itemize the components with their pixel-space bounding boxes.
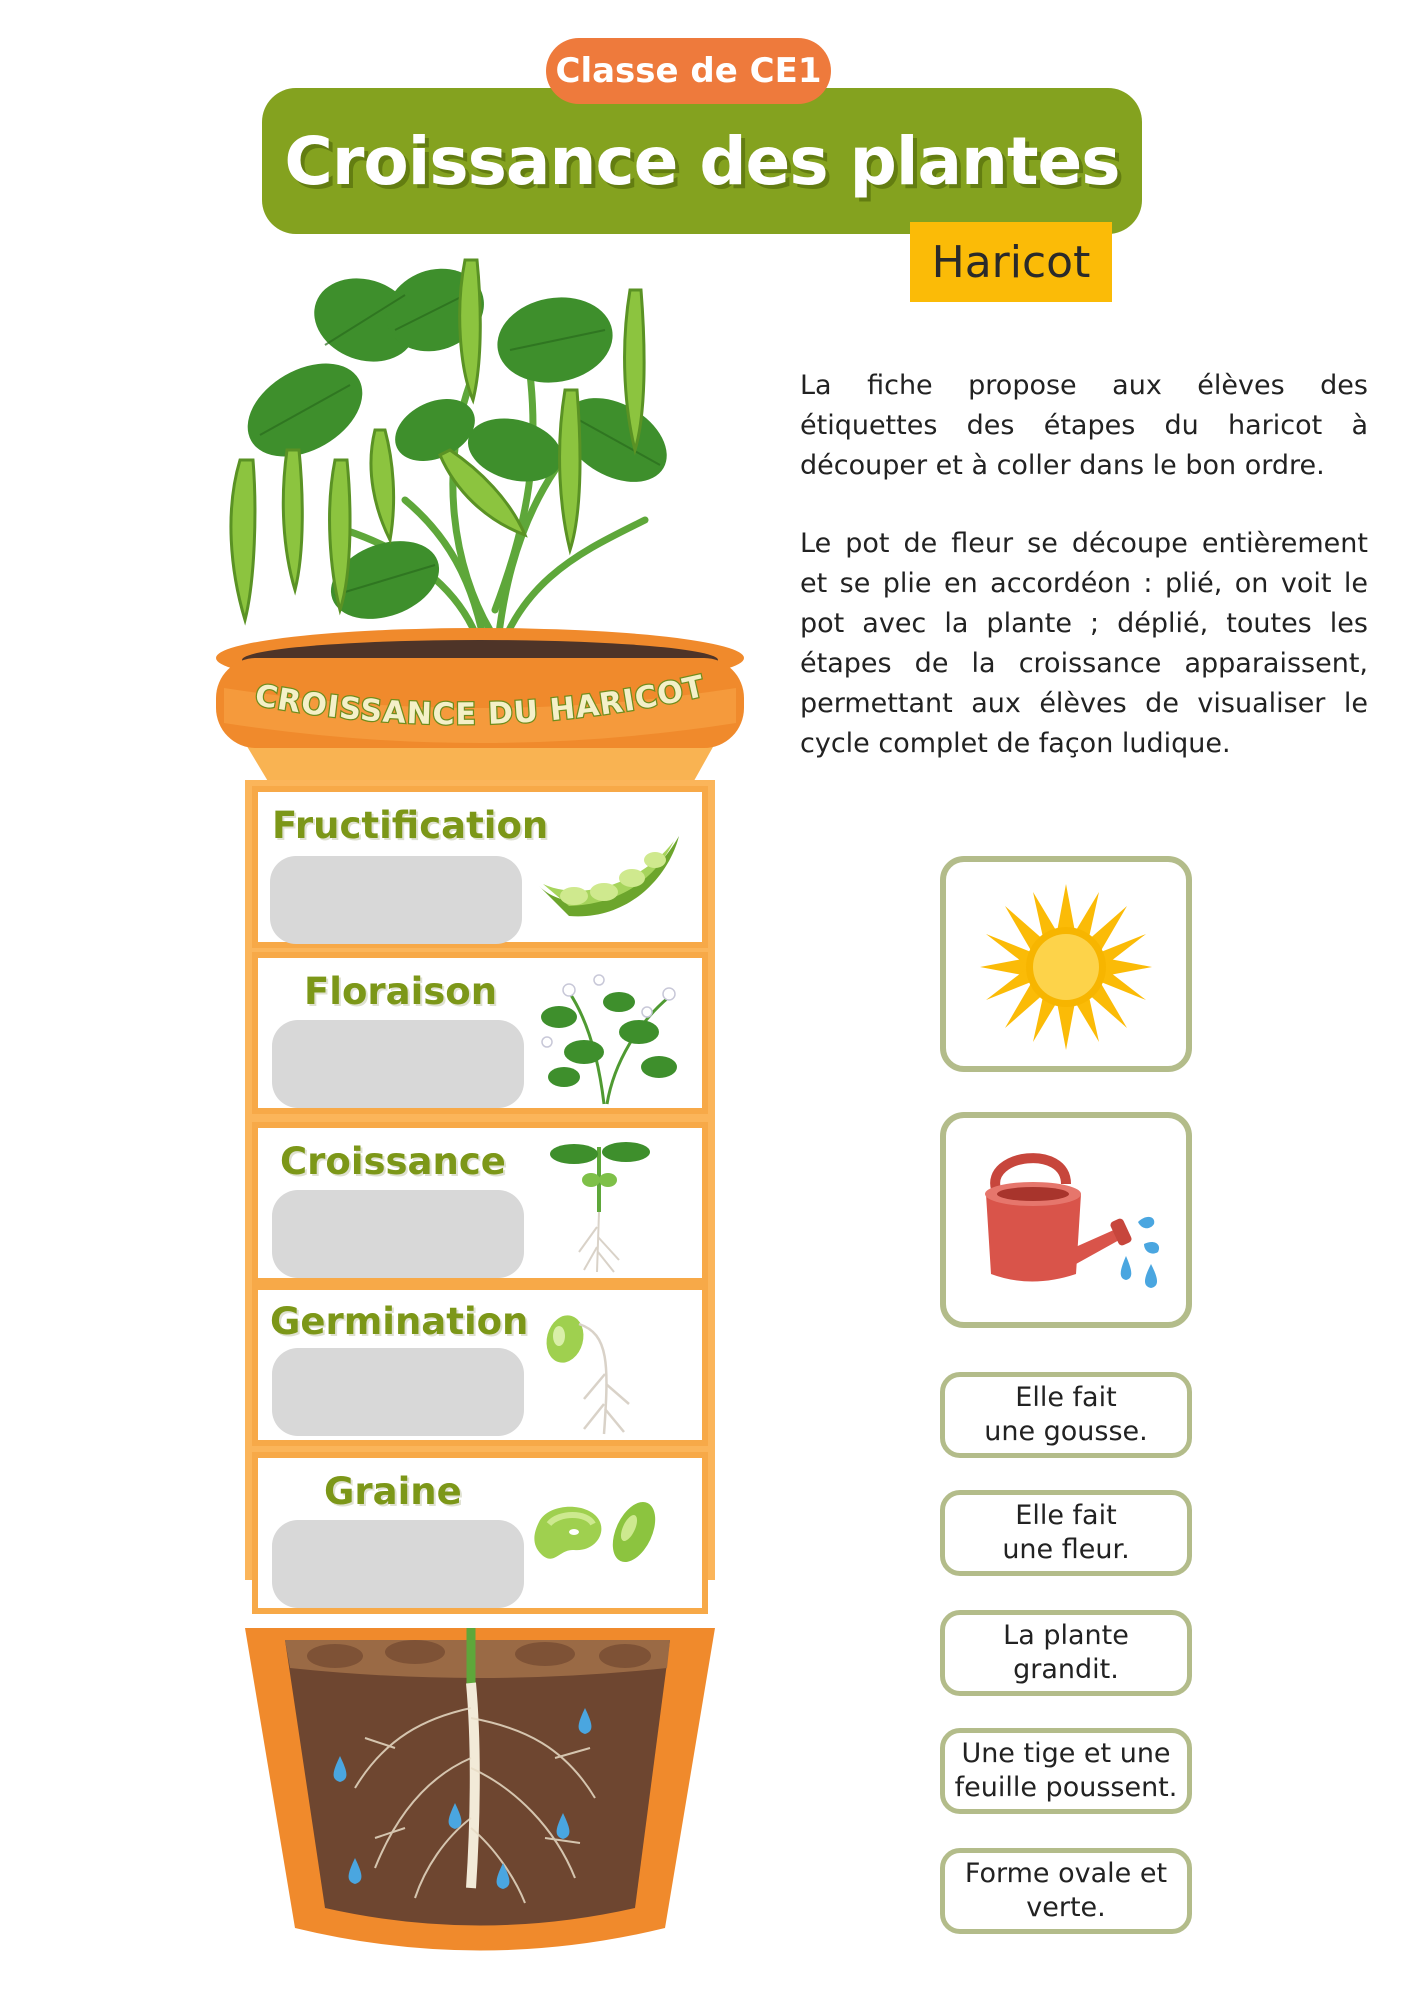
title-banner [262, 88, 1142, 234]
label-line-1: Elle fait [1015, 1382, 1117, 1413]
stage-title: Floraison [304, 970, 498, 1013]
stage-title: Germination [270, 1300, 529, 1343]
plant-tag: Haricot [910, 222, 1112, 302]
stage-card-fructification [252, 786, 708, 948]
seedling-icon [529, 1142, 694, 1277]
label-card-tige-feuille[interactable] [940, 1728, 1192, 1814]
class-badge: Classe de CE1 [546, 38, 831, 104]
bean-plant-illustration [225, 250, 685, 680]
germinating-seed-icon [529, 1304, 694, 1439]
label-card-fleur[interactable] [940, 1490, 1192, 1576]
pot-rim-label-svg [212, 628, 748, 796]
label-card-grandit[interactable] [940, 1610, 1192, 1696]
watering-can-icon [966, 1144, 1171, 1314]
stage-card-croissance [252, 1122, 708, 1284]
flowering-plant-icon [529, 972, 694, 1107]
label-line-1: Forme ovale et [964, 1858, 1168, 1889]
label-line-2: verte. [1026, 1892, 1106, 1923]
label-line-2: une fleur. [1002, 1534, 1130, 1565]
stage-card-germination [252, 1284, 708, 1446]
answer-box[interactable] [270, 856, 522, 944]
label-line-1: Une tige et une [961, 1738, 1171, 1769]
label-line-2: grandit. [1013, 1654, 1119, 1685]
sun-icon [978, 882, 1154, 1052]
stage-title: Fructification [272, 804, 549, 847]
bean-pod-icon [529, 806, 694, 941]
label-line-1: Elle fait [1015, 1500, 1117, 1531]
pot-rim-label: CROISSANCE DU HARICOT [252, 668, 709, 733]
label-card-gousse[interactable] [940, 1372, 1192, 1458]
label-card-ovale-verte[interactable] [940, 1848, 1192, 1934]
label-line-2: une gousse. [984, 1416, 1148, 1447]
stage-title: Croissance [280, 1140, 506, 1183]
bean-seeds-icon [529, 1472, 694, 1607]
description-paragraph-2: Le pot de fleur se découpe entièrement et se plie en accordéon : plié, on voit le pot avec la plante ; déplié, toutes les étapes de la croissance apparaissent, permettant aux élèves de visualiser le cycle complet de façon ludique. [800, 528, 1368, 759]
pot-bottom-soil [245, 1628, 715, 1958]
svg-text:CROISSANCE DU HARICOT [252, 669, 708, 732]
sun-card[interactable] [940, 856, 1192, 1072]
page-title: Croissance des plantes [284, 122, 1120, 200]
stage-card-floraison [252, 952, 708, 1114]
watering-card[interactable] [940, 1112, 1192, 1328]
answer-box[interactable] [272, 1020, 524, 1108]
description-paragraph-1: La fiche propose aux élèves des étiquettes des étapes du haricot à découper et à coller dans le bon ordre. [800, 370, 1368, 481]
answer-box[interactable] [272, 1190, 524, 1278]
label-line-2: feuille poussent. [954, 1772, 1178, 1803]
answer-box[interactable] [272, 1348, 524, 1436]
answer-box[interactable] [272, 1520, 524, 1608]
stage-card-graine [252, 1452, 708, 1614]
label-line-1: La plante [1003, 1620, 1129, 1651]
stage-title: Graine [324, 1470, 462, 1513]
